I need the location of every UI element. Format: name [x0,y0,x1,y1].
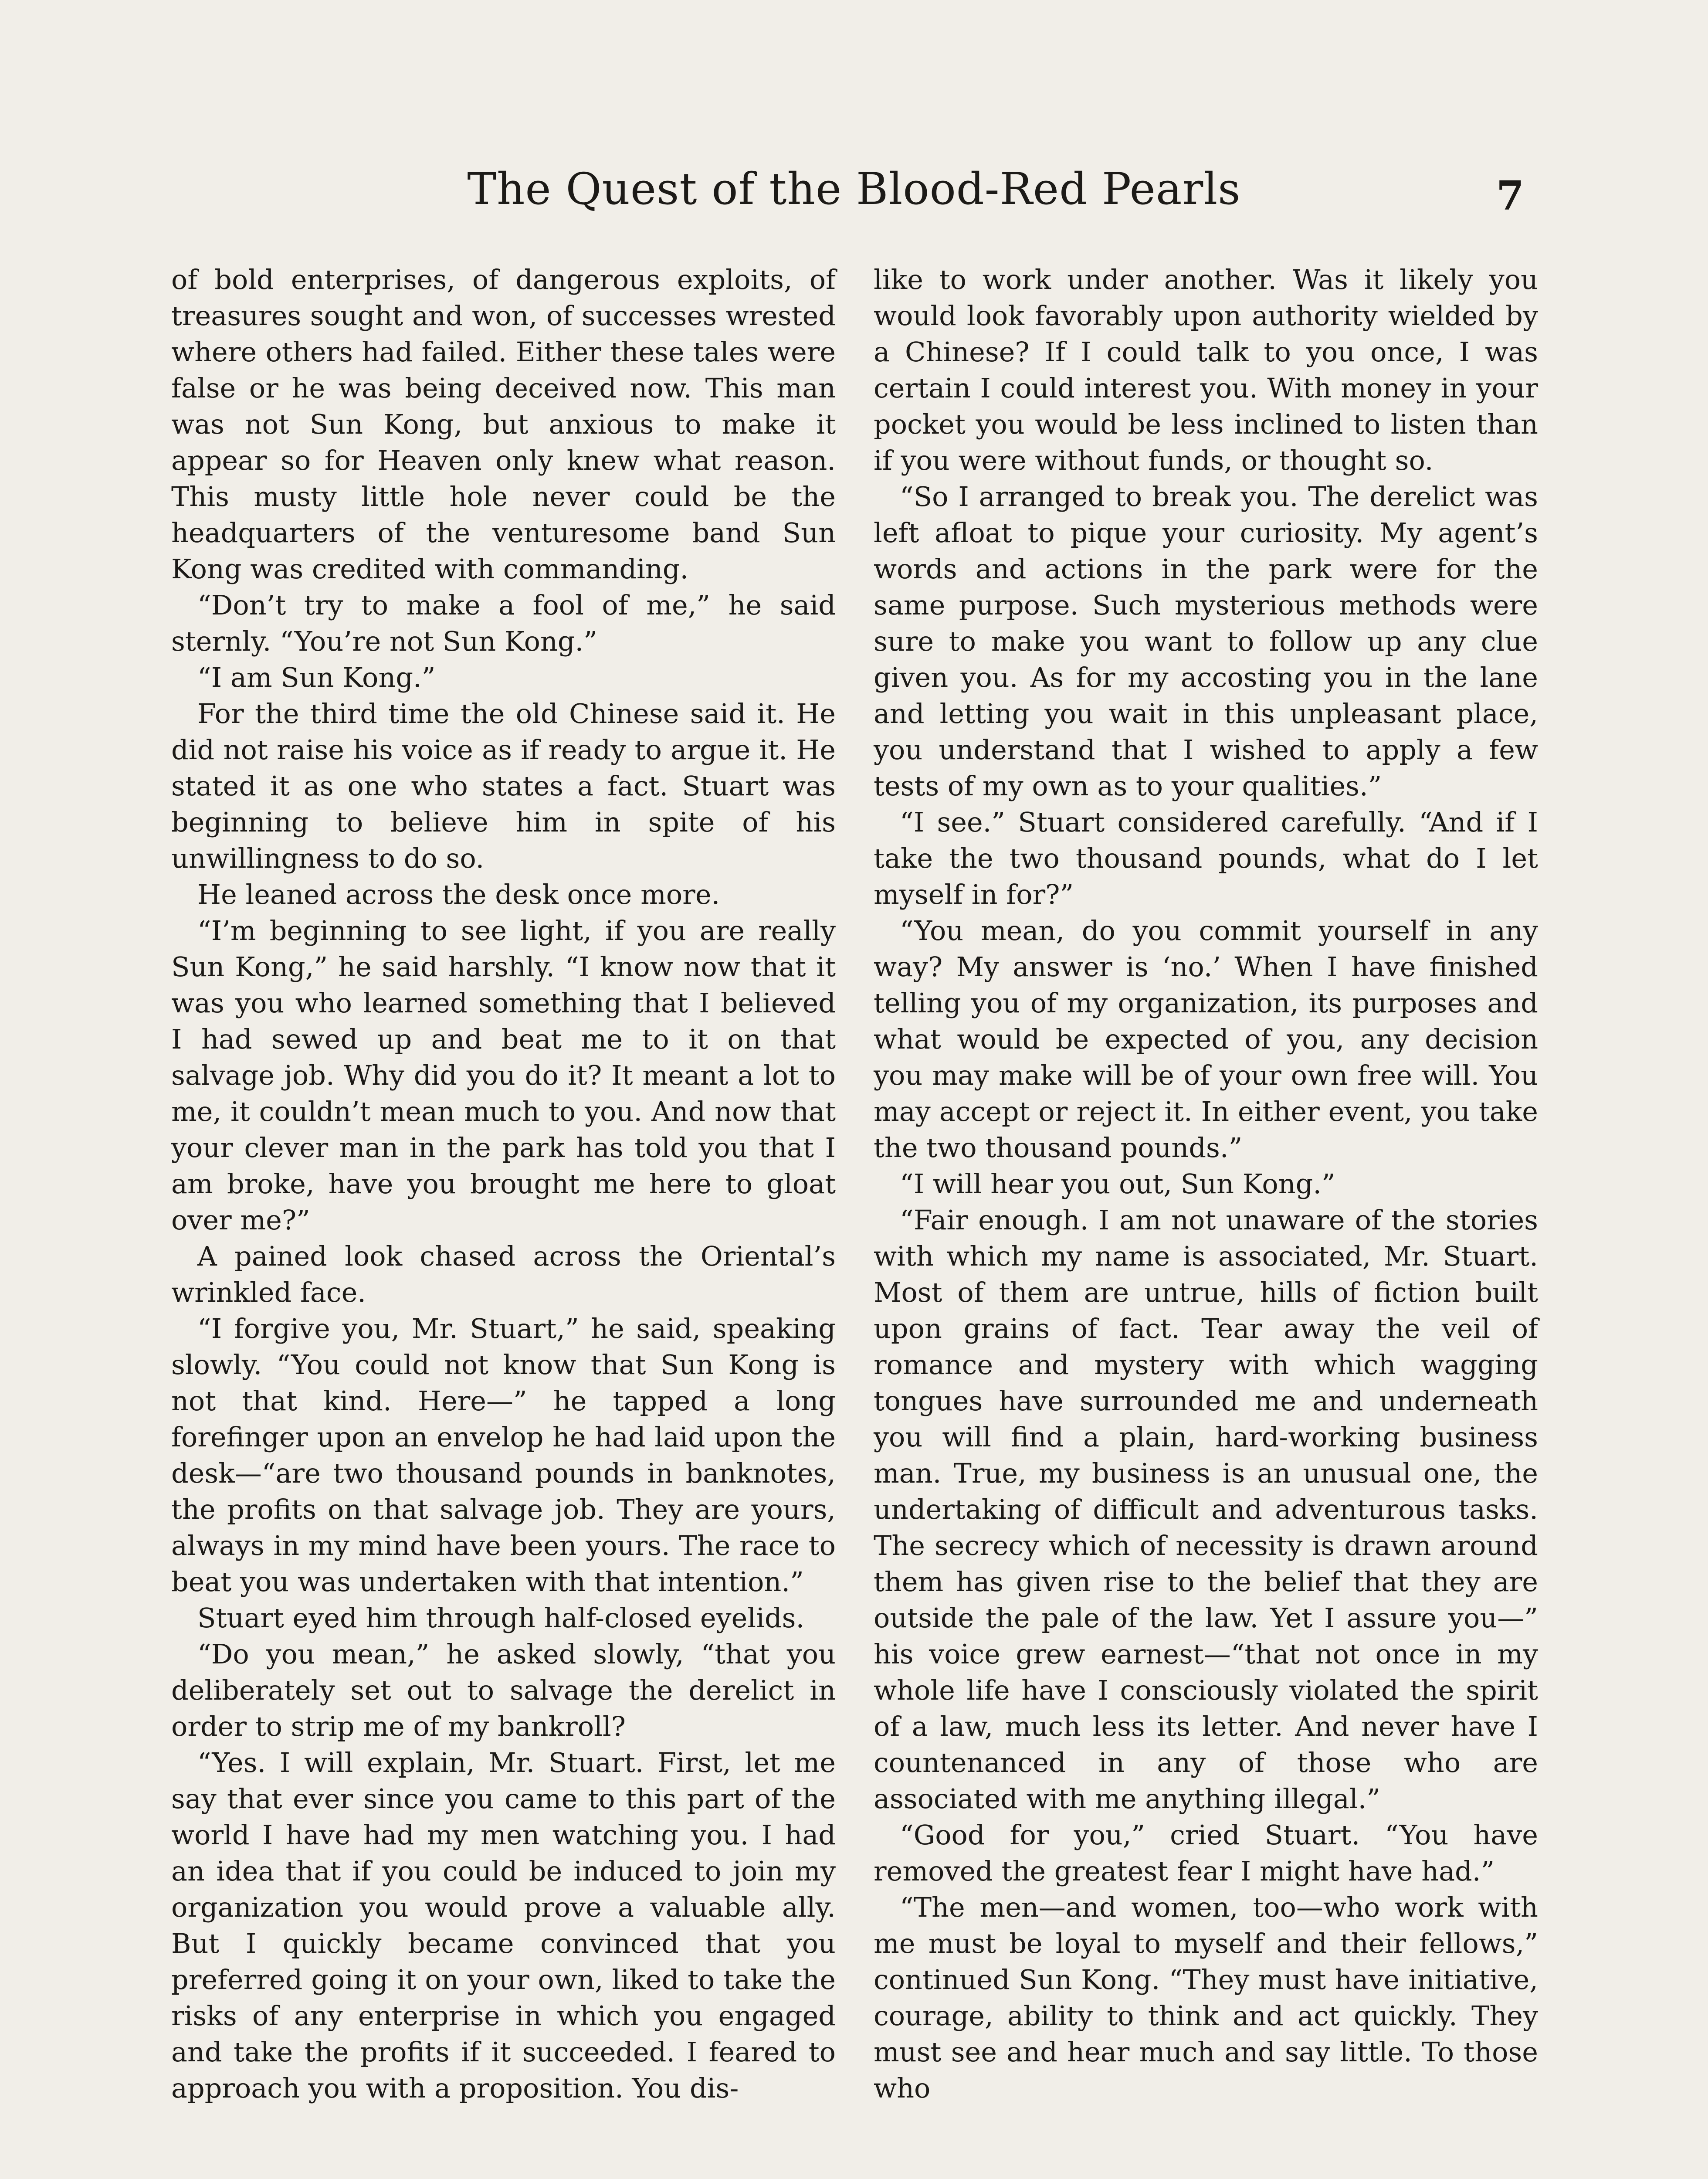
paragraph: “Don’t try to make a fool of me,” he said sternly. “You’re not Sun Kong.” [171,589,836,657]
page-number: 7 [1496,172,1525,219]
paragraph: “I forgive you, Mr. Stuart,” he said, speaking slowly. “You could not know that Sun Kong is not that kind. Here—” he tapped a long forefinger upon an envelop he had laid upon the desk—“are two thousand pounds in banknotes, the profits on that salvage job. They are yours, always in my mind have been yours. The race to beat you was undertaken with that intention.” [171,1313,836,1598]
paragraph: He leaned across the desk once more. [197,879,720,910]
paragraph: “Good for you,” cried Stuart. “You have removed the greatest fear I might have had.” [874,1819,1538,1887]
paragraph: “Do you mean,” he asked slowly, “that you deliberately set out to salvage the derelict in order to strip me of my bankroll? [171,1638,836,1742]
paragraph: “I am Sun Kong.” [197,662,436,693]
paragraph: Stuart eyed him through half-closed eyelids. [197,1602,805,1634]
paragraph: “I’m beginning to see light, if you are really Sun Kong,” he said harshly. “I know now that it was you who learned something that I believed I had sewed up and beat me to it on that salvage job. Why did you do it? It meant a lot to me, it couldn’t mean much to you. And now that your clever man in the park has told you that I am broke, have you brought me here to gloat over me?” [171,915,836,1236]
right-column [874,261,1538,2106]
paragraph: “Fair enough. I am not unaware of the stories with which my name is associated, Mr. Stuart. Most of them are untrue, hills of fiction built upon grains of fact. Tear away the veil of romance and mystery with which wagging tongues have surrounded me and underneath you will find a plain, hard-working business man. True, my business is an unusual one, the undertaking of difficult and adventurous tasks. The secrecy which of necessity is drawn around them has given rise to the belief that they are outside the pale of the law. Yet I assure you—” his voice grew earnest—“that not once in my whole life have I consciously violated the spirit of a law, much less its letter. And never have I countenanced in any of those who are associated with me anything illegal.” [874,1204,1538,1815]
paragraph: “So I arranged to break you. The derelict was left afloat to pique your curiosity. My agent’s words and actions in the park were for the same purpose. Such mysterious methods were sure to make you want to follow up any clue given you. As for my accosting you in the lane and letting you wait in this unpleasant place, you understand that I wished to apply a few tests of my own as to your qualities.” [874,481,1538,802]
page-header [0,163,1708,229]
paragraph: like to work under another. Was it likely you would look favorably upon authority wielded by a Chinese? If I could talk to you once, I was certain I could interest you. With money in your pocket you would be less inclined to listen than if you were without funds, or thought so. [874,264,1538,476]
running-title: The Quest of the Blood-Red Pearls [467,163,1241,214]
paragraph: “I see.” Stuart considered carefully. “And if I take the two thousand pounds, what do I let myself in for?” [874,806,1538,910]
left-column [171,261,836,2106]
paragraph: “I will hear you out, Sun Kong.” [900,1168,1335,1200]
paragraph: “The men—and women, too—who work with me must be loyal to myself and their fellows,” continued Sun Kong. “They must have initiative, courage, ability to think and act quickly. They must see and hear much and say little. To those who [874,1891,1538,2104]
paragraph: A pained look chased across the Oriental’s wrinkled face. [171,1240,836,1308]
paragraph: “Yes. I will explain, Mr. Stuart. First, let me say that ever since you came to this part of the world I have had my men watching you. I had an idea that if you could be induced to join my organization you would prove a valuable ally. But I quickly became convinced that you preferred going it on your own, liked to take the risks of any enterprise in which you engaged and take the profits if it succeeded. I feared to approach you with a proposition. You dis- [171,1747,836,2104]
paragraph: For the third time the old Chinese said it. He did not raise his voice as if ready to argue it. He stated it as one who states a fact. Stuart was beginning to believe him in spite of his unwillingness to do so. [171,698,836,874]
paragraph: “You mean, do you commit yourself in any way? My answer is ‘no.’ When I have finished telling you of my organization, its purposes and what would be expected of you, any decision you may make will be of your own free will. You may accept or reject it. In either event, you take the two thousand pounds.” [874,915,1538,1164]
paragraph: of bold enterprises, of dangerous exploits, of treasures sought and won, of successes wrested where others had failed. Either these tales were false or he was being deceived now. This man was not Sun Kong, but anxious to make it appear so for Heaven only knew what reason. This musty little hole never could be the headquarters of the venturesome band Sun Kong was credited with commanding. [171,264,836,585]
